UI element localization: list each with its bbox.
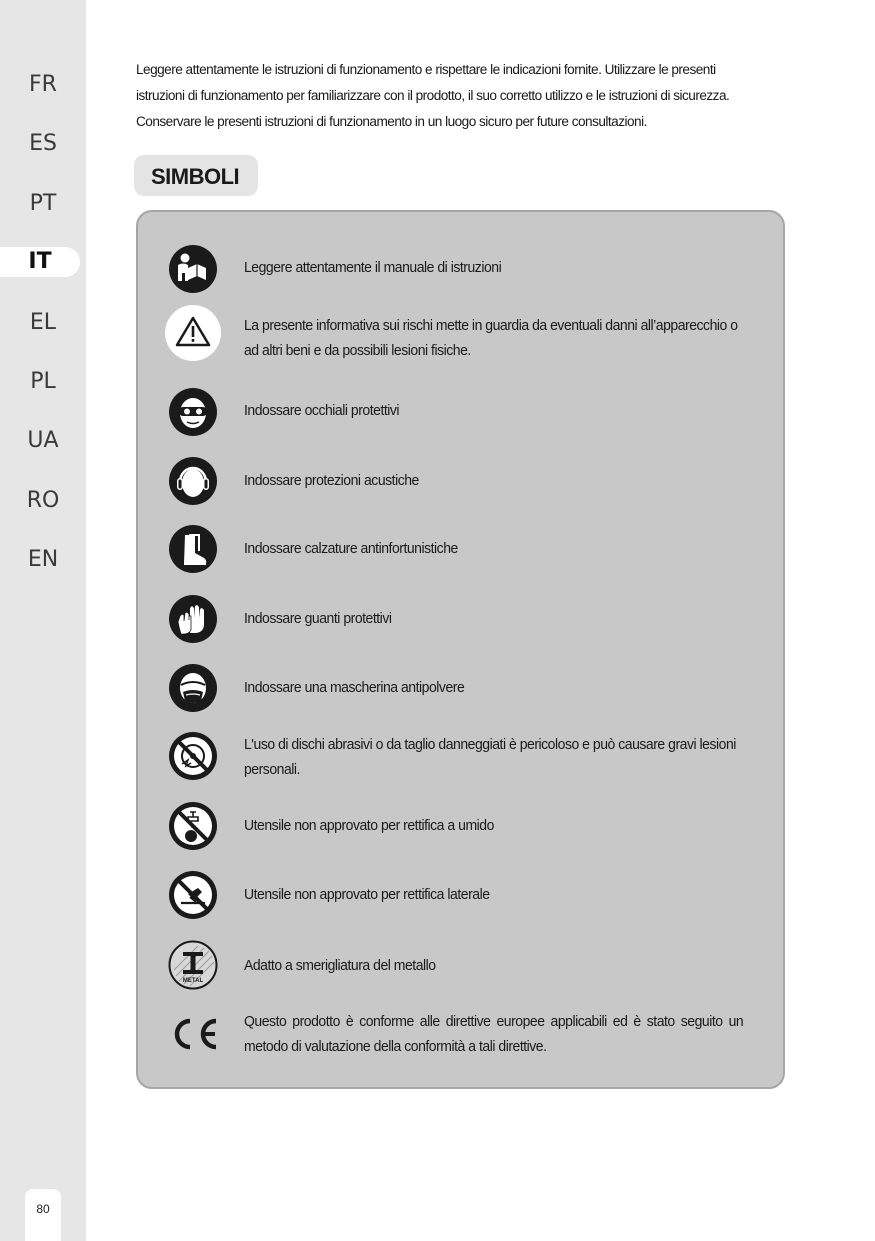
no-wet-grinding-icon [168,801,218,851]
symbol-text: Indossare una mascherina antipolvere [244,680,465,696]
symbol-text: Indossare occhiali protettivi [244,403,400,419]
lang-tab-ro[interactable]: RO [26,488,60,513]
ear-protection-icon [168,456,218,506]
read-manual-icon [168,244,218,294]
symbol-text: L'uso di dischi abrasivi o da taglio danneggiati è pericoloso e può causare gravi lesioni personali. [244,737,736,778]
page-number: 80 [25,1189,61,1241]
lang-tab-es[interactable]: ES [29,131,57,156]
ce-icon-label: CE [194,1057,198,1059]
no-side-grinding-icon [168,870,218,920]
ce-mark-icon [168,1009,224,1059]
lang-tab-en[interactable]: EN [27,547,59,572]
symbol-text: La presente informativa sui rischi mette in guardia da eventuali danni all’apparecchio o ad altri beni e da possibili lesioni fisiche. [244,318,738,359]
damaged-disc-prohibited-icon [168,731,218,781]
section-title: SIMBOLI [134,155,258,196]
symbols-panel [136,210,785,1089]
lang-tab-ua[interactable]: UA [27,428,59,453]
lang-tab-el[interactable]: EL [29,310,57,335]
intro-paragraph: Leggere attentamente le istruzioni di funzionamento e rispettare le indicazioni fornite. Utilizzare le presenti istruzioni di funzionamento per familiarizzare con il prodotto, il suo corretto utilizzo e le istruzioni di sicurezza. Conservare le presenti istruzioni di funzionamento in un luogo sicuro per future consultazioni. [136,62,730,130]
lang-tab-fr[interactable]: FR [29,72,57,97]
symbol-text: Utensile non approvato per rettifica laterale [244,887,490,903]
lang-tab-it-active[interactable]: IT [0,247,80,277]
metal-grinding-icon [168,940,218,990]
symbol-text: Adatto a smerigliatura del metallo [244,958,436,974]
lang-tab-pl[interactable]: PL [30,369,56,394]
symbol-text: Leggere attentamente il manuale di istruzioni [244,260,502,276]
safety-goggles-icon [168,387,218,437]
symbol-text: Indossare guanti protettivi [244,611,392,627]
symbol-text: Utensile non approvato per rettifica a umido [244,818,494,834]
symbol-text: Questo prodotto è conforme alle direttive europee applicabili ed è stato seguito un metodo di valutazione della conformità a tali direttive. [244,1014,744,1055]
symbol-text: Indossare protezioni acustiche [244,473,419,489]
dust-mask-icon [168,663,218,713]
lang-tab-pt[interactable]: PT [29,191,57,216]
metal-icon-label: METAL [182,978,204,984]
symbol-text: Indossare calzature antinfortunistiche [244,541,458,557]
safety-boots-icon [168,524,218,574]
language-sidebar [0,0,86,1241]
warning-triangle-icon [165,305,221,361]
protective-gloves-icon [168,594,218,644]
